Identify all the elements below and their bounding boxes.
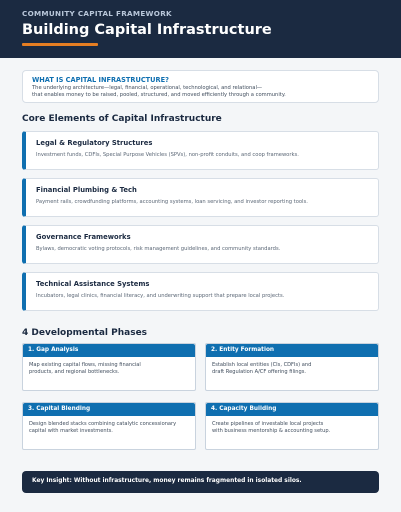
phase-title: 3. Capital Blending [28, 406, 91, 412]
phases-heading: 4 Developmental Phases [22, 328, 148, 338]
phase-line: Design blended stacks combining catalytic concessionary [29, 421, 177, 427]
page-title: Building Capital Infrastructure [22, 22, 272, 38]
title-underline [22, 43, 98, 46]
element-title: Financial Plumbing & Tech [36, 186, 137, 194]
phase-card-gap-analysis [22, 343, 196, 391]
phase-description [29, 421, 189, 435]
element-title: Governance Frameworks [36, 233, 131, 241]
phase-header [23, 403, 195, 416]
key-insight-text: Key Insight: Without infrastructure, money remains fragmented in isolated silos. [32, 478, 302, 484]
header-banner [0, 0, 401, 58]
phase-line: Map existing capital flows, missing financial [29, 362, 141, 368]
phase-card-entity-formation [205, 343, 379, 391]
element-card-technical [22, 272, 379, 311]
phase-header [206, 403, 378, 416]
phase-line: draft Regulation A/CF offering filings. [212, 369, 307, 375]
intro-line: that enables money to be raised, pooled, structured, and moved efficiently through a community. [32, 92, 286, 98]
phase-description [212, 362, 372, 376]
element-description: Payment rails, crowdfunding platforms, accounting systems, loan servicing, and investor reporting tools. [36, 199, 308, 205]
element-card-governance [22, 225, 379, 264]
phase-line: with business mentorship & accounting setup. [212, 428, 331, 434]
element-description: Bylaws, democratic voting protocols, risk management guidelines, and community standards. [36, 246, 281, 252]
intro-text [32, 85, 372, 99]
phase-card-capital-blending [22, 402, 196, 450]
key-insight-banner [22, 471, 379, 493]
phase-line: Establish local entities (CIs, CDFIs) and [212, 362, 312, 368]
phase-line: Create pipelines of investable local projects [212, 421, 324, 427]
phase-title: 2. Entity Formation [211, 347, 275, 353]
core-elements-heading: Core Elements of Capital Infrastructure [22, 114, 222, 124]
element-card-financial [22, 178, 379, 217]
phase-header [23, 344, 195, 357]
phase-description [29, 362, 189, 376]
element-title: Legal & Regulatory Structures [36, 139, 153, 147]
phase-title: 1. Gap Analysis [28, 347, 79, 353]
phase-line: products, and regional bottlenecks. [29, 369, 120, 375]
phase-card-capacity-building [205, 402, 379, 450]
element-title: Technical Assistance Systems [36, 280, 150, 288]
intro-title: WHAT IS CAPITAL INFRASTRUCTURE? [32, 76, 169, 84]
phase-line: capital with market investments. [29, 428, 113, 434]
element-description: Investment funds, CDFIs, Special Purpose Vehicles (SPVs), non-profit conduits, and coop frameworks. [36, 152, 299, 158]
eyebrow-label: COMMUNITY CAPITAL FRAMEWORK [22, 9, 172, 18]
phase-description [212, 421, 372, 435]
intro-callout [22, 70, 379, 103]
element-description: Incubators, legal clinics, financial literacy, and underwriting support that prepare local projects. [36, 293, 285, 299]
phase-title: 4. Capacity Building [211, 406, 277, 412]
element-card-legal [22, 131, 379, 170]
phase-header [206, 344, 378, 357]
intro-line: The underlying architecture—legal, financial, operational, technological, and relational— [32, 85, 263, 91]
